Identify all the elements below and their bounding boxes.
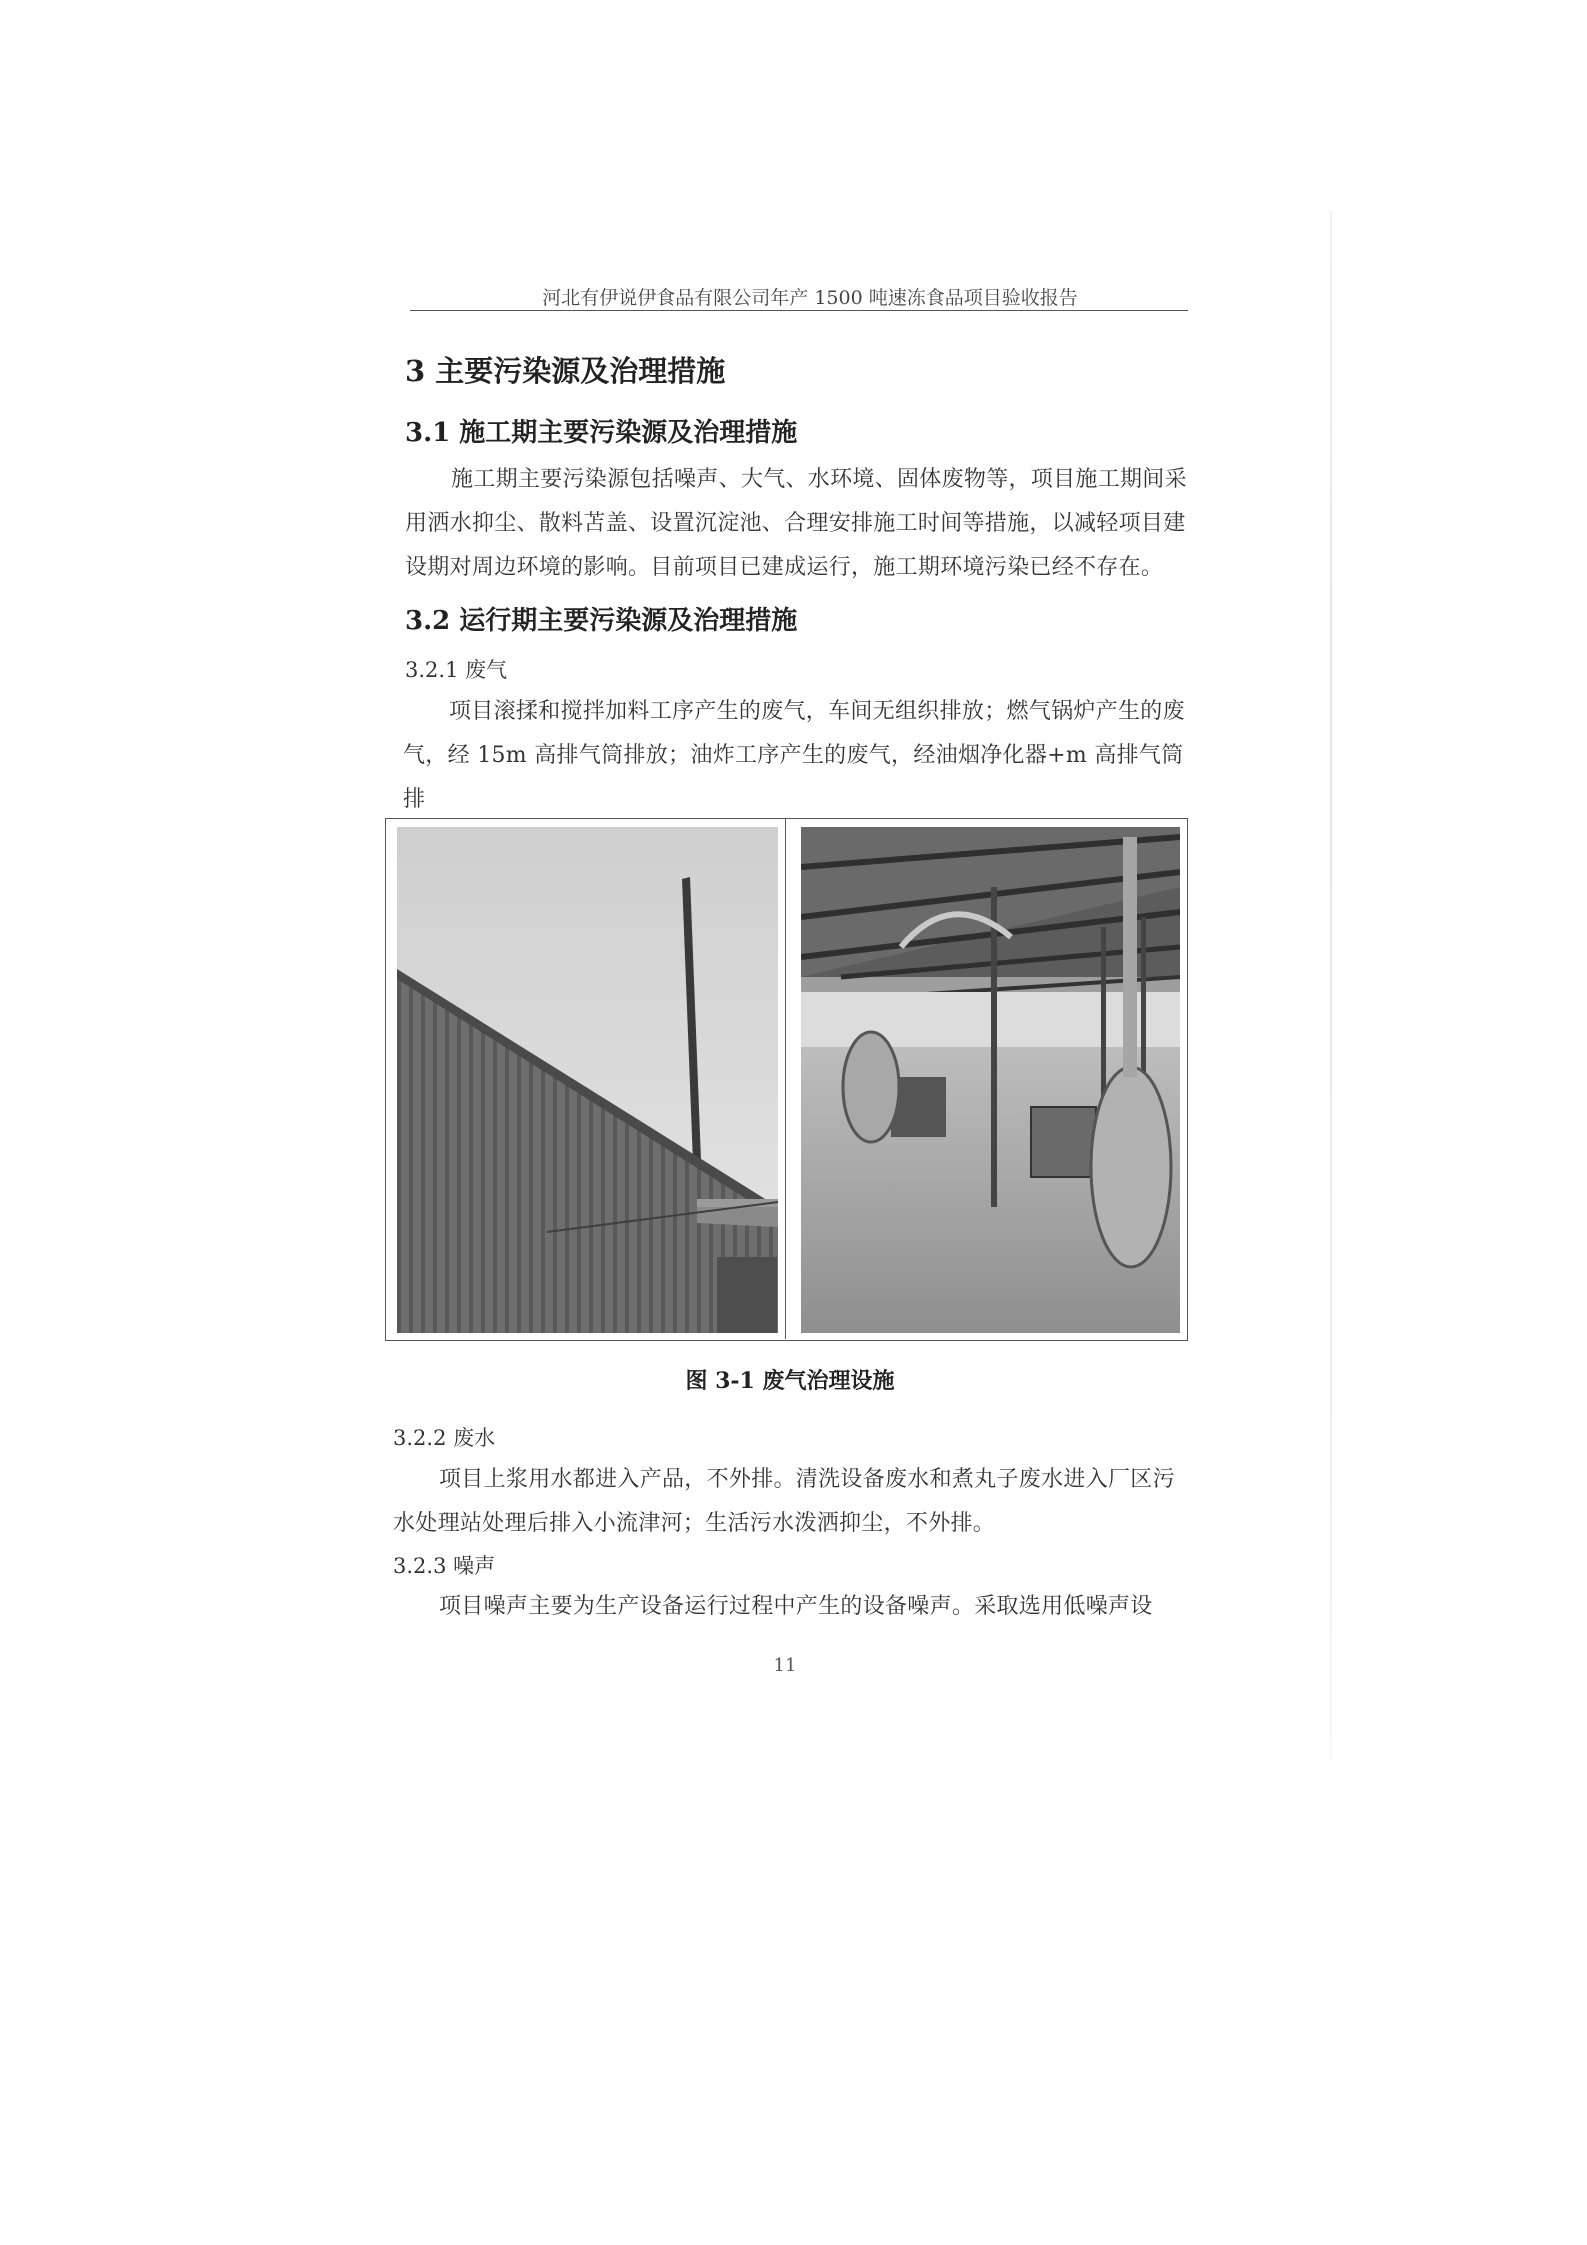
- paragraph-line: 用洒水抑尘、散料苫盖、设置沉淀池、合理安排施工时间等措施，以减轻项目建: [405, 511, 1186, 536]
- running-header: 河北有伊说伊食品有限公司年产 1500 吨速冻食品项目验收报告: [542, 287, 1078, 309]
- paragraph-line: 项目噪声主要为生产设备运行过程中产生的设备噪声。采取选用低噪声设: [439, 1594, 1153, 1619]
- paragraph-line: 项目上浆用水都进入产品，不外排。清洗设备废水和煮丸子废水进入厂区污: [439, 1467, 1175, 1492]
- page-number: 11: [773, 1655, 797, 1676]
- section-3-2-3-paragraph: [393, 1585, 1193, 1629]
- section-3-2-2-heading: 3.2.2 废水: [393, 1426, 496, 1450]
- exhaust-stack-photo: [397, 827, 778, 1333]
- section-3-2-1-heading: 3.2.1 废气: [405, 658, 508, 682]
- section-3-1-paragraph: [405, 458, 1195, 590]
- scan-edge: [1330, 210, 1332, 1760]
- paragraph-line: 施工期主要污染源包括噪声、大气、水环境、固体废物等，项目施工期间采: [451, 467, 1187, 492]
- oil-fume-purifier-photo: [801, 827, 1180, 1333]
- paragraph-line: 设期对周边环境的影响。目前项目已建成运行，施工期环境污染已经不存在。: [405, 555, 1164, 580]
- figure-divider: [785, 819, 786, 1339]
- section-3-2-2-paragraph: [393, 1458, 1193, 1546]
- figure-frame: [385, 818, 1188, 1341]
- paragraph-line: 气，经 15m 高排气筒排放；油炸工序产生的废气，经油烟净化器+m 高排气筒排: [403, 743, 1184, 812]
- header-rule: [410, 310, 1188, 311]
- paragraph-line: 项目滚揉和搅拌加料工序产生的废气，车间无组织排放；燃气锅炉产生的废: [449, 699, 1185, 724]
- paragraph-line: 水处理站处理后排入小流津河；生活污水泼洒抑尘，不外排。: [393, 1511, 996, 1536]
- figure-caption: 图 3-1 废气治理设施: [685, 1368, 895, 1394]
- chapter-heading: 3 主要污染源及治理措施: [405, 354, 726, 388]
- section-3-1-heading: 3.1 施工期主要污染源及治理措施: [405, 418, 798, 448]
- section-3-2-3-heading: 3.2.3 噪声: [393, 1554, 496, 1578]
- section-3-2-heading: 3.2 运行期主要污染源及治理措施: [405, 606, 798, 636]
